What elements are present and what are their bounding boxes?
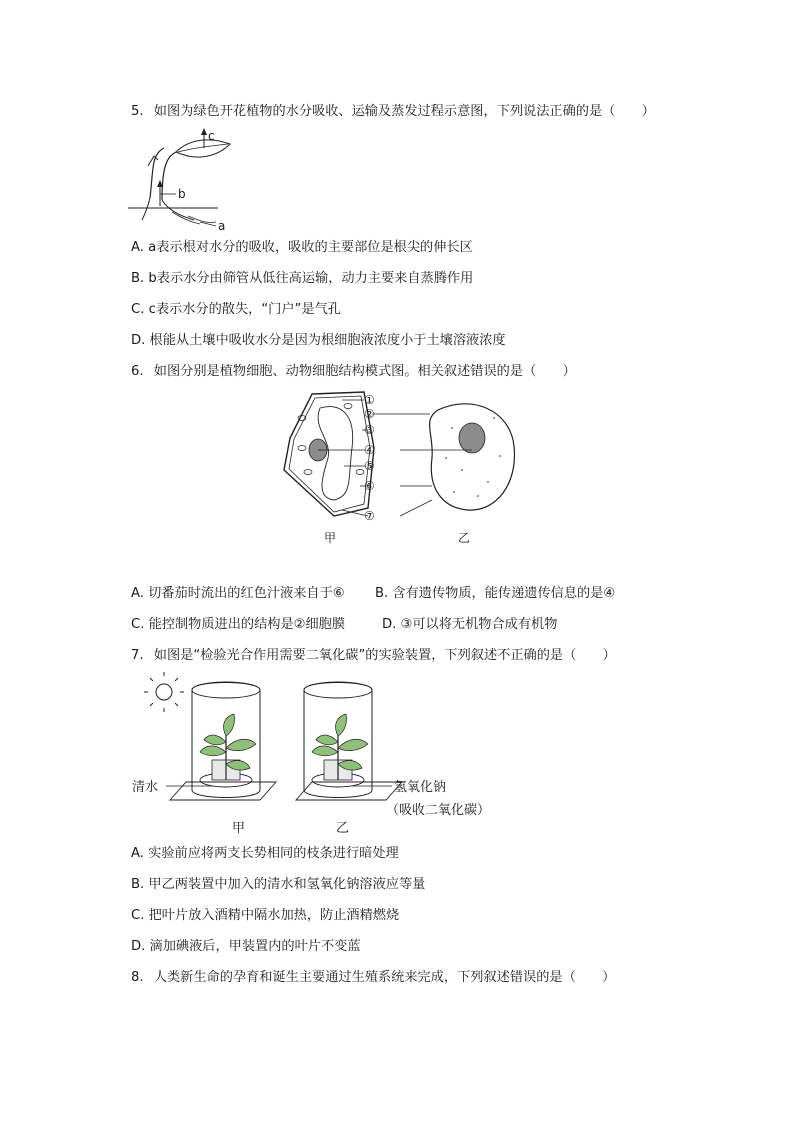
marker-1: ① [364, 393, 375, 407]
question-text: 如图是“检验光合作用需要二氧化碳”的实验装置，下列叙述不正确的是（ ） [153, 648, 616, 663]
label-yi: 乙 [336, 821, 350, 836]
marker-2: ② [364, 407, 375, 421]
marker-5: ⑤ [364, 459, 375, 473]
option-d: D. ③可以将无机物合成有机物 [382, 617, 558, 632]
marker-4: ④ [364, 443, 375, 457]
option-b: B. b表示水分由筛管从低往高运输，动力主要来自蒸腾作用 [131, 271, 474, 286]
label-naoh: 氢氧化钠 [394, 780, 447, 795]
label-yi: 乙 [458, 531, 471, 545]
question-5-stem [131, 103, 655, 121]
label-jia: 甲 [324, 531, 337, 545]
cell-structure-figure [282, 388, 522, 548]
question-number: 6. [131, 364, 144, 379]
option-a: A. 切番茄时流出的红色汁液来自于⑥ [131, 586, 345, 601]
jar-yi [296, 682, 402, 800]
option-c: C. c表示水分的散失，“门户”是气孔 [131, 302, 341, 317]
option-a: A. a表示根对水分的吸收，吸收的主要部位是根尖的伸长区 [131, 240, 473, 255]
option-c: C. 把叶片放入酒精中隔水加热，防止酒精燃烧 [131, 908, 400, 923]
question-6-stem [131, 363, 576, 381]
label-qingshui: 清水 [132, 780, 159, 795]
photosynthesis-co2-figure [130, 672, 510, 838]
marker-7: ⑦ [364, 509, 375, 523]
question-7-stem [131, 647, 616, 665]
question-8-stem [131, 969, 615, 987]
question-text: 如图分别是植物细胞、动物细胞结构模式图。相关叙述错误的是（ ） [153, 364, 576, 379]
option-c: C. 能控制物质进出的结构是②细胞膜 [131, 617, 346, 632]
marker-3: ③ [364, 423, 375, 437]
label-jia: 甲 [232, 821, 246, 836]
option-a: A. 实验前应将两支长势相同的枝条进行暗处理 [131, 846, 399, 861]
question-number: 8. [131, 970, 144, 985]
question-number: 7. [131, 648, 144, 663]
marker-6: ⑥ [364, 479, 375, 493]
label-b: b [178, 187, 186, 201]
question-text: 如图为绿色开花植物的水分吸收、运输及蒸发过程示意图，下列说法正确的是（ ） [153, 104, 655, 119]
label-c: c [208, 129, 215, 143]
label-a: a [218, 219, 226, 233]
sun-icon [144, 672, 184, 712]
option-b: B. 甲乙两装置中加入的清水和氢氧化钠溶液应等量 [131, 877, 426, 892]
jar-jia [170, 682, 276, 800]
question-text: 人类新生命的孕育和诞生主要通过生殖系统来完成，下列叙述错误的是（ ） [153, 970, 616, 985]
question-number: 5. [131, 104, 144, 119]
option-d: D. 根能从土壤中吸收水分是因为根细胞液浓度小于土壤溶液浓度 [131, 333, 506, 348]
label-naoh-note: （吸收二氧化碳） [386, 803, 491, 818]
option-b: B. 含有遗传物质，能传递遗传信息的是④ [375, 586, 616, 601]
plant-water-transport-figure [128, 126, 248, 234]
option-d: D. 滴加碘液后，甲装置内的叶片不变蓝 [131, 939, 361, 954]
